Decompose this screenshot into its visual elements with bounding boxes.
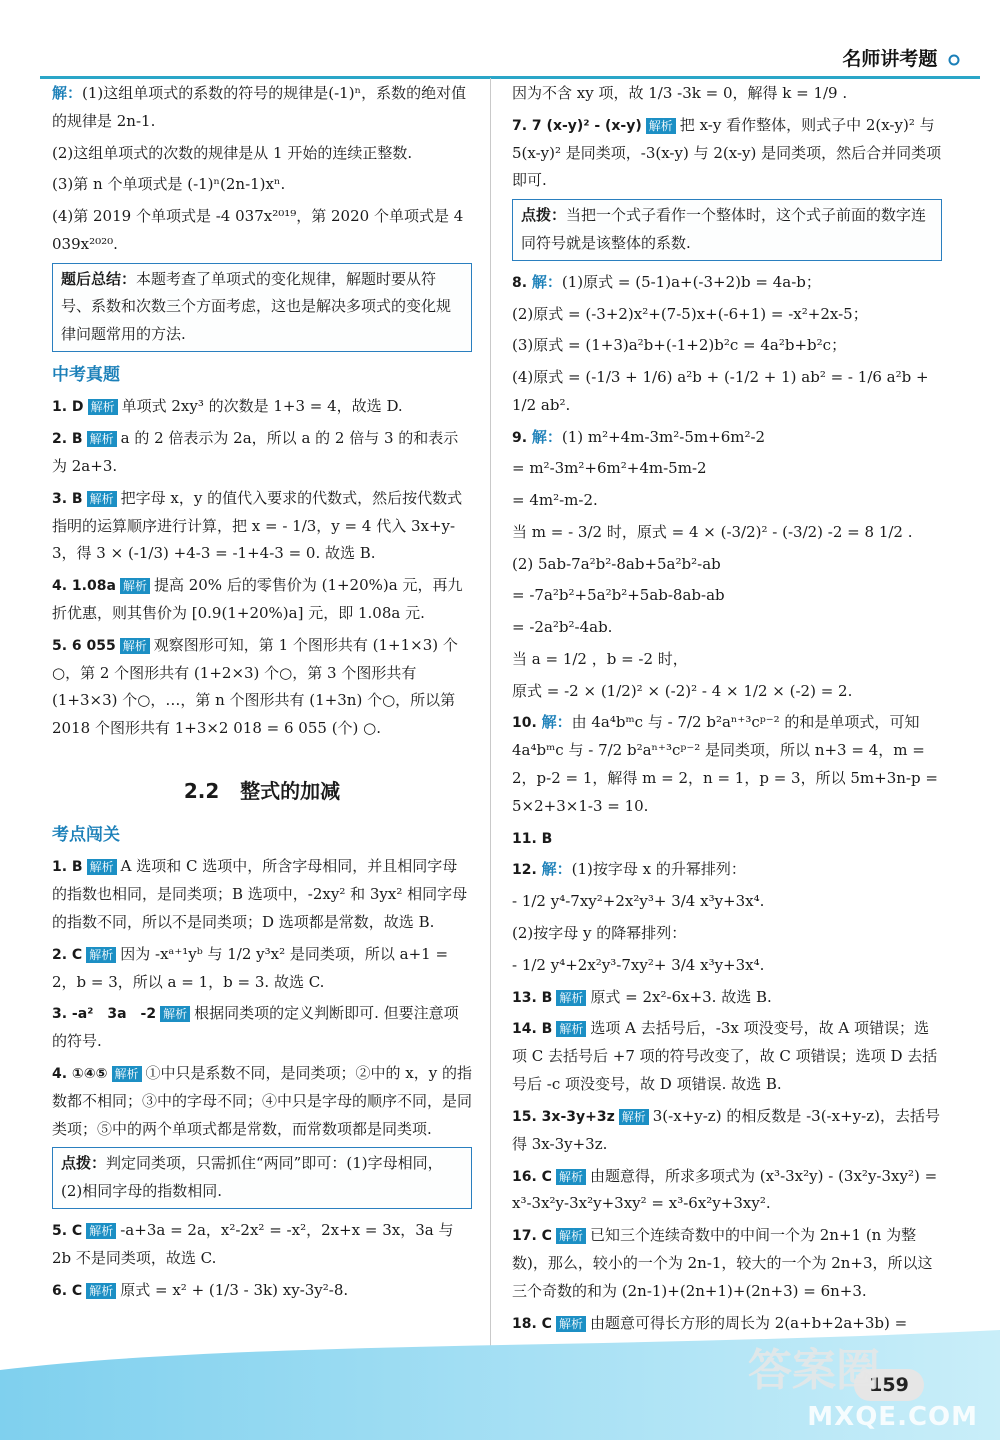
intro-line: (4)第 2019 个单项式是 -4 037x²⁰¹⁹，第 2020 个单项式是 4 039x²⁰²⁰.	[52, 207, 464, 253]
section-title-zhongkao: 中考真题	[52, 364, 120, 385]
intro-line: (3)第 n 个单项式是 (-1)ⁿ(2n-1)xⁿ.	[52, 175, 286, 194]
answer-item: 1. D 解析 单项式 2xy³ 的次数是 1+3 = 4，故选 D.	[52, 397, 403, 416]
answer-line: (4)原式 = (-1/3 + 1/6) a²b + (-1/2 + 1) ab² = - 1/6 a²b + 1/2 ab².	[512, 368, 929, 414]
intro-line: 解：(1)这组单项式的系数的符号的规律是(-1)ⁿ，系数的绝对值的规律是 2n-1.	[52, 84, 467, 130]
answer-item: 3. B 解析 把字母 x，y 的值代入要求的代数式，然后按代数式指明的运算顺序进行计算，把 x = - 1/3，y = 4 代入 3x+y-3，得 3 × (-1/3) +4-3 = -1+4-3 = 0. 故选 B.	[52, 488, 463, 563]
answer-line: (3)原式 = (1+3)a²b+(-1+2)b²c = 4a²b+b²c；	[512, 336, 847, 355]
answer-line: = 4m²-m-2.	[512, 491, 598, 510]
answer-item: 4. ①④⑤ 解析 ①中只是系数不同，是同类项；②中的 x，y 的指数都不相同；③中的字母不同；④中只是字母的顺序不同，是同类项；⑤中的两个单项式都是常数，而常数项都是同类项.	[52, 1064, 473, 1138]
page-header-title: 名师讲考题	[842, 44, 960, 71]
left-column	[52, 80, 472, 1308]
watermark-logo: 答案圈	[748, 1345, 880, 1396]
answer-line: (2) 5ab-7a²b²-8ab+5a²b²-ab	[512, 554, 721, 573]
answer-line: 9. 解：(1) m²+4m-3m²-5m+6m²-2	[512, 427, 766, 446]
answer-item: 1. B 解析 A 选项和 C 选项中，所含字母相同，并且相同字母的指数也相同，是同类项；B 选项中，-2xy² 和 3yx² 相同字母的指数不同，所以不是同类项；D 选项都是常数，故选 B.	[52, 857, 468, 931]
column-divider	[490, 78, 491, 1348]
answer-line: - 1/2 y⁴+2x²y³-7xy²+ 3/4 x³y+3x⁴.	[512, 955, 765, 974]
answer-item: 3. -a² 3a -2 解析 根据同类项的定义判断即可. 但要注意项的符号.	[52, 1004, 459, 1051]
summary-box: 题后总结：本题考查了单项式的变化规律，解题时要从符号、系数和次数三个方面考虑，这也是解决多项式的变化规律问题常用的方法.	[52, 263, 472, 352]
answer-item: 11. B	[512, 830, 553, 847]
answer-item: 6. C 解析 原式 = x² + (1/3 - 3k) xy-3y²-8.	[52, 1280, 349, 1299]
answer-line: 12. 解：(1)按字母 x 的升幂排列：	[512, 860, 746, 879]
chapter-title: 2.2 整式的加减	[183, 778, 341, 803]
continued-text: 因为不含 xy 项，故 1/3 -3k = 0，解得 k = 1/9 .	[512, 84, 848, 102]
watermark: MXQE.COM	[807, 1402, 978, 1432]
answer-item: 17. C 解析 已知三个连续奇数中的中间一个为 2n+1 (n 为整数)，那么，较小的一个为 2n-1，较大的一个为 2n+3，所以这三个奇数的和为 (2n-1)+(2n+1)+(2n+3) = 6n+3.	[512, 1226, 933, 1300]
answer-item: 16. C 解析 由题意得，所求多项式为 (x³-3x²y) - (3x²y-3xy²) = x³-3x²y-3x²y+3xy² = x³-6x²y+3xy².	[512, 1166, 938, 1213]
answer-line: 8. 解：(1)原式 = (5-1)a+(-3+2)b = 4a-b；	[512, 272, 821, 291]
answer-item: 5. C 解析 -a+3a = 2a，x²-2x² = -x²，2x+x = 3x，3a 与 2b 不是同类项，故选 C.	[52, 1220, 454, 1267]
answer-item: 13. B 解析 原式 = 2x²-6x+3. 故选 B.	[512, 987, 772, 1006]
circle-icon	[948, 54, 960, 66]
page-number: 159	[854, 1369, 924, 1401]
answer-line: (2)按字母 y 的降幂排列：	[512, 924, 687, 943]
answer-line: 当 m = - 3/2 时，原式 = 4 × (-3/2)² - (-3/2) -2 = 8 1/2 .	[512, 522, 913, 541]
answer-line: 原式 = -2 × (1/2)² × (-2)² - 4 × 1/2 × (-2) = 2.	[512, 681, 853, 700]
answer-item: 18. C 解析 由题意可得长方形的周长为 2(a+b+2a+3b) =	[512, 1313, 908, 1332]
section-title-kaodian: 考点闯关	[52, 824, 120, 845]
answer-line: = -2a²b²-4ab.	[512, 618, 613, 637]
answer-item: 5. 6 055 解析 观察图形可知，第 1 个图形共有 (1+1×3) 个○，第 2 个图形共有 (1+2×3) 个○，第 3 个图形共有 (1+3×3) 个○，…，第 n 个图形共有 (1+3n) 个○，所以第 2018 个图形共有 1+3×2 018 = 6 055 (个) ○.	[52, 635, 458, 738]
answer-item: 10. 解：由 4a⁴bᵐc 与 - 7/2 b²aⁿ⁺³cᵖ⁻² 的和是单项式，可知 4a⁴bᵐc 与 - 7/2 b²aⁿ⁺³cᵖ⁻² 是同类项，所以 n+3 = 4，m = 2，p-2 = 1，解得 m = 2，n = 1，p = 3，所以 5m+3n-p = 5×2+3×1-3 = 10.	[512, 713, 938, 815]
answer-line: = m²-3m²+6m²+4m-5m-2	[512, 459, 707, 478]
intro-line: (2)这组单项式的次数的规律是从 1 开始的连续正整数.	[52, 143, 413, 162]
answer-line: = -7a²b²+5a²b²+5ab-8ab-ab	[512, 586, 725, 605]
answer-item: 7. 7 (x-y)² - (x-y) 解析 把 x-y 看作整体，则式子中 2(x-y)² 与 5(x-y)² 是同类项，-3(x-y) 与 2(x-y) 是同类项，然后合并同类项即可.	[512, 115, 942, 190]
answer-line: (2)原式 = (-3+2)x²+(7-5)x+(-6+1) = -x²+2x-5；	[512, 304, 868, 323]
answer-item: 2. C 解析 因为 -xᵃ⁺¹yᵇ 与 1/2 y³x² 是同类项，所以 a+1 = 2，b = 3，所以 a = 1，b = 3. 故选 C.	[52, 944, 449, 991]
header-bar	[40, 50, 980, 79]
answer-item: 2. B 解析 a 的 2 倍表示为 2a，所以 a 的 2 倍与 3 的和表示为 2a+3.	[52, 429, 459, 475]
answer-line: 当 a = 1/2 ，b = -2 时，	[512, 649, 688, 668]
tip-box: 点拨：当把一个式子看作一个整体时，这个式子前面的数字连同符号就是该整体的系数.	[512, 199, 942, 261]
answer-line: - 1/2 y⁴-7xy²+2x²y³+ 3/4 x³y+3x⁴.	[512, 892, 765, 911]
answer-item: 15. 3x-3y+3z 解析 3(-x+y-z) 的相反数是 -3(-x+y-z)，去括号得 3x-3y+3z.	[512, 1106, 940, 1153]
answer-item: 14. B 解析 选项 A 去括号后，-3x 项没变号，故 A 项错误；选项 C 去括号后 +7 项的符号改变了，故 C 项错误；选项 D 去括号后 -c 项没变号，故 D 项错误. 故选 B.	[512, 1019, 938, 1094]
tip-box: 点拨：判定同类项，只需抓住“两同”即可：(1)字母相同，(2)相同字母的指数相同.	[52, 1147, 472, 1209]
right-column	[512, 80, 942, 1341]
answer-item: 4. 1.08a 解析 提高 20% 后的零售价为 (1+20%)a 元，再九折优惠，则其售价为 [0.9(1+20%)a] 元，即 1.08a 元.	[52, 576, 463, 622]
